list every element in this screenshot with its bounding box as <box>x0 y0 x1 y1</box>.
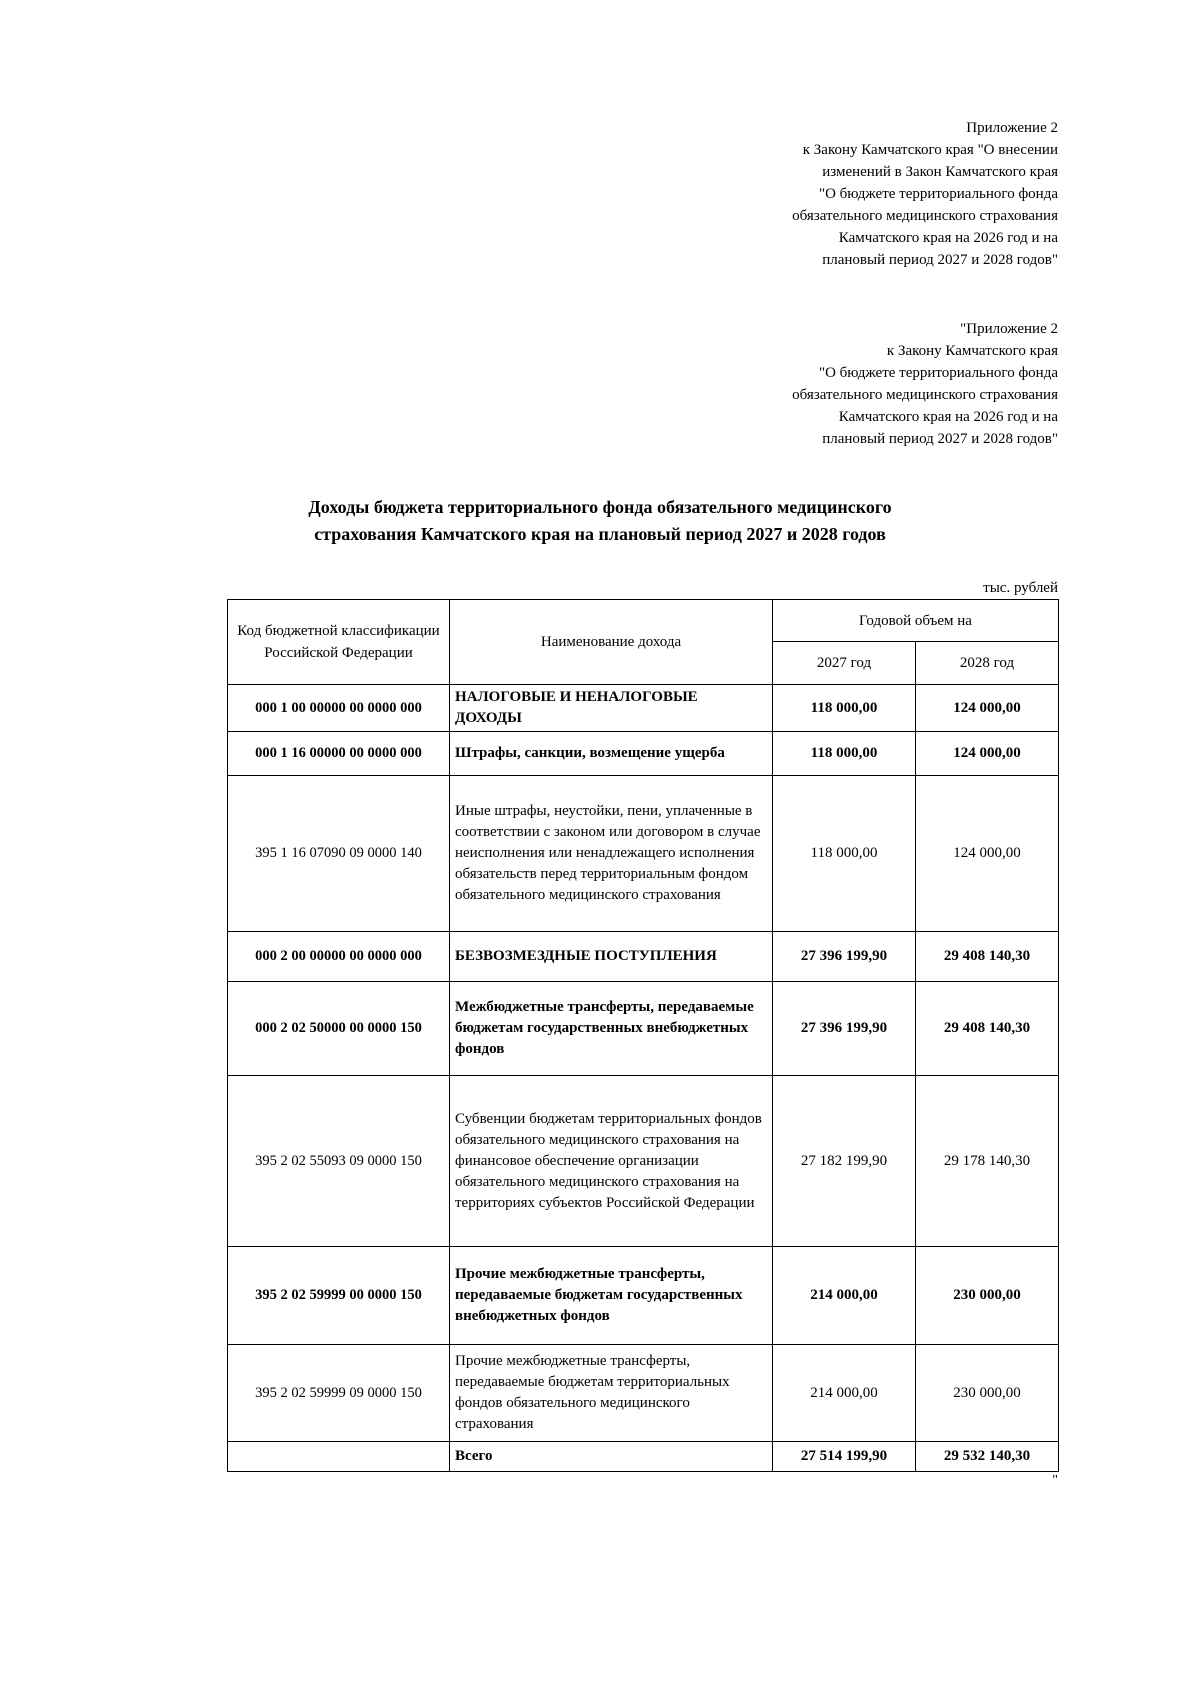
row-code: 395 1 16 07090 09 0000 140 <box>228 776 450 932</box>
appendix-line: Приложение 2 <box>966 120 1058 136</box>
table-row <box>228 1345 1059 1442</box>
row-value-2027: 118 000,00 <box>773 732 916 776</box>
appendix-line: к Закону Камчатского края <box>886 343 1058 359</box>
row-value-2027: 214 000,00 <box>773 1247 916 1345</box>
table-row <box>228 1247 1059 1345</box>
header-year-2028: 2028 год <box>916 642 1059 685</box>
appendix-line: изменений в Закон Камчатского края <box>822 164 1058 180</box>
total-label: Всего <box>450 1442 773 1472</box>
appendix-reference-budget-law <box>598 318 1058 450</box>
row-code: 000 1 00 00000 00 0000 000 <box>228 685 450 732</box>
revenue-table <box>227 599 1059 1472</box>
total-value-2028: 29 532 140,30 <box>916 1442 1059 1472</box>
table-row <box>228 776 1059 932</box>
table-row <box>228 982 1059 1076</box>
table-row <box>228 932 1059 982</box>
header-annual-volume: Годовой объем на <box>773 600 1059 642</box>
total-row <box>228 1442 1059 1472</box>
row-value-2028: 124 000,00 <box>916 776 1059 932</box>
row-name: НАЛОГОВЫЕ И НЕНАЛОГОВЫЕ ДОХОДЫ <box>450 685 773 732</box>
row-name: Прочие межбюджетные трансферты, передаваемые бюджетам государственных внебюджетных фондов <box>450 1247 773 1345</box>
row-value-2028: 29 408 140,30 <box>916 982 1059 1076</box>
title-line: Доходы бюджета территориального фонда обязательного медицинского <box>308 497 892 517</box>
appendix-line: "О бюджете территориального фонда <box>818 365 1058 381</box>
row-value-2028: 124 000,00 <box>916 685 1059 732</box>
row-code: 000 2 02 50000 00 0000 150 <box>228 982 450 1076</box>
appendix-line: "О бюджете территориального фонда <box>818 186 1058 202</box>
units-label: тыс. рублей <box>983 580 1058 596</box>
row-code <box>228 1442 450 1472</box>
row-code: 000 2 00 00000 00 0000 000 <box>228 932 450 982</box>
row-code: 395 2 02 55093 09 0000 150 <box>228 1076 450 1247</box>
row-name: Иные штрафы, неустойки, пени, уплаченные в соответствии с законом или договором в случае неисполнения или ненадлежащего исполнения обязательств перед территориальным фондом обязательного медицинского страхования <box>450 776 773 932</box>
appendix-line: обязательного медицинского страхования <box>792 208 1058 224</box>
row-value-2028: 230 000,00 <box>916 1247 1059 1345</box>
appendix-line: плановый период 2027 и 2028 годов" <box>822 252 1058 268</box>
total-value-2027: 27 514 199,90 <box>773 1442 916 1472</box>
row-value-2028: 124 000,00 <box>916 732 1059 776</box>
appendix-line: обязательного медицинского страхования <box>792 387 1058 403</box>
document-title <box>220 494 980 548</box>
appendix-line: Камчатского края на 2026 год и на <box>838 409 1058 425</box>
appendix-line: "Приложение 2 <box>960 321 1058 337</box>
table-row <box>228 1076 1059 1247</box>
row-value-2028: 230 000,00 <box>916 1345 1059 1442</box>
title-line: страхования Камчатского края на плановый период 2027 и 2028 годов <box>314 524 886 544</box>
row-value-2027: 214 000,00 <box>773 1345 916 1442</box>
row-name: Субвенции бюджетам территориальных фондов обязательного медицинского страхования на финансовое обеспечение организации обязательного медицинского страхования на территориях субъектов Российской Федерации <box>450 1076 773 1247</box>
table-row <box>228 732 1059 776</box>
row-value-2027: 118 000,00 <box>773 685 916 732</box>
table-row <box>228 685 1059 732</box>
appendix-line: плановый период 2027 и 2028 годов" <box>822 431 1058 447</box>
appendix-reference-amending-law <box>598 117 1058 271</box>
row-name: БЕЗВОЗМЕЗДНЫЕ ПОСТУПЛЕНИЯ <box>450 932 773 982</box>
row-name: Прочие межбюджетные трансферты, передаваемые бюджетам территориальных фондов обязательного медицинского страхования <box>450 1345 773 1442</box>
row-value-2028: 29 178 140,30 <box>916 1076 1059 1247</box>
row-name: Штрафы, санкции, возмещение ущерба <box>450 732 773 776</box>
closing-quote-mark: " <box>1052 1473 1058 1488</box>
row-value-2027: 27 396 199,90 <box>773 932 916 982</box>
row-code: 395 2 02 59999 00 0000 150 <box>228 1247 450 1345</box>
row-value-2027: 27 396 199,90 <box>773 982 916 1076</box>
row-code: 000 1 16 00000 00 0000 000 <box>228 732 450 776</box>
row-name: Межбюджетные трансферты, передаваемые бюджетам государственных внебюджетных фондов <box>450 982 773 1076</box>
row-code: 395 2 02 59999 09 0000 150 <box>228 1345 450 1442</box>
appendix-line: Камчатского края на 2026 год и на <box>838 230 1058 246</box>
header-year-2027: 2027 год <box>773 642 916 685</box>
header-code: Код бюджетной классификации Российской Федерации <box>228 600 450 685</box>
row-value-2028: 29 408 140,30 <box>916 932 1059 982</box>
row-value-2027: 118 000,00 <box>773 776 916 932</box>
appendix-line: к Закону Камчатского края "О внесении <box>802 142 1058 158</box>
header-name: Наименование дохода <box>450 600 773 685</box>
row-value-2027: 27 182 199,90 <box>773 1076 916 1247</box>
